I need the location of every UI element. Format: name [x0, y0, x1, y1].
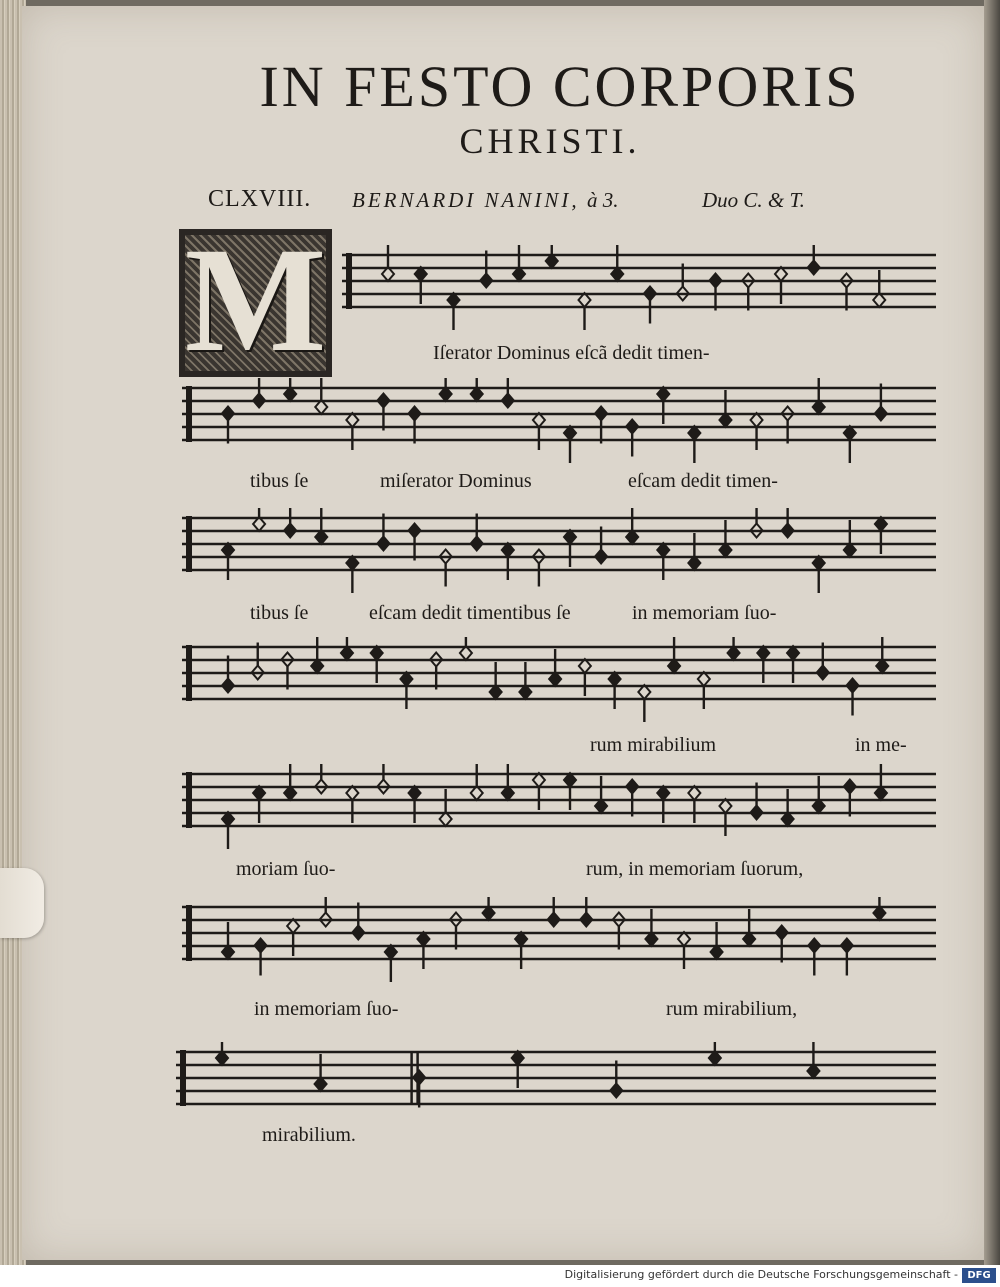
note-icon [515, 932, 527, 969]
note-icon [580, 897, 592, 927]
initial-letter: M [184, 217, 327, 383]
note-icon [346, 413, 358, 450]
note-icon [216, 1042, 228, 1065]
note-icon [548, 897, 560, 927]
note-icon [311, 637, 323, 673]
note-icon [409, 407, 421, 444]
note-icon [657, 786, 669, 823]
note-icon [222, 543, 234, 580]
note-icon [875, 764, 887, 800]
note-icon [657, 543, 669, 580]
note-icon [564, 530, 576, 567]
note-icon [315, 1054, 327, 1091]
note-icon [281, 653, 293, 690]
note-icon [430, 653, 442, 690]
note-icon [719, 390, 731, 427]
note-icon [549, 649, 561, 686]
lyric-line: miſerator Dominus [380, 470, 532, 492]
note-icon [808, 245, 820, 275]
note-icon [742, 274, 754, 311]
note-icon [813, 556, 825, 593]
note-icon [512, 1051, 524, 1088]
note-icon [776, 926, 788, 963]
clef-icon [186, 645, 192, 701]
note-icon [807, 1042, 819, 1078]
lyric-line: mirabilium. [262, 1124, 356, 1146]
note-icon [222, 922, 234, 959]
note-icon [502, 543, 514, 580]
note-icon [385, 945, 397, 982]
lyric-line: eſcam dedit timen- [628, 470, 778, 492]
note-icon [533, 773, 545, 810]
note-icon [417, 932, 429, 969]
music-staff [182, 897, 936, 987]
lyric-line: in me- [855, 734, 907, 756]
lyric-line: tibus ſe [250, 602, 309, 624]
note-icon [644, 287, 656, 324]
note-icon [564, 426, 576, 463]
note-icon [519, 662, 531, 699]
note-icon [440, 789, 452, 826]
note-icon [711, 922, 723, 959]
note-icon [253, 508, 265, 531]
note-icon [875, 517, 887, 554]
note-icon [460, 637, 472, 660]
page-subtitle: CHRISTI. [459, 121, 641, 161]
note-icon [320, 897, 332, 927]
lyric-line: moriam ſuo- [236, 858, 336, 880]
note-icon [873, 270, 885, 307]
note-icon [287, 919, 299, 956]
note-icon [728, 637, 740, 660]
note-icon [409, 524, 421, 561]
lyric-line: in memoriam ſuo- [254, 998, 399, 1020]
note-icon [782, 508, 794, 538]
note-icon [844, 780, 856, 817]
clef-icon [186, 905, 192, 961]
note-icon [709, 1042, 721, 1065]
thumb-tab [0, 868, 44, 938]
note-icon [564, 773, 576, 810]
note-icon [787, 646, 799, 683]
lyric-line: rum mirabilium, [666, 998, 798, 1020]
note-icon [688, 533, 700, 570]
lyric-line: eſcam dedit timentibus ſe [369, 602, 571, 624]
note-icon [844, 520, 856, 557]
note-icon [471, 764, 483, 800]
voice-count: à 3. [587, 188, 619, 212]
note-icon [533, 550, 545, 587]
note-icon [546, 245, 558, 268]
lyric-line: Iſerator Dominus eſcã dedit timen- [433, 342, 710, 364]
clef-icon [186, 772, 192, 828]
note-icon [284, 508, 296, 538]
note-icon [253, 786, 265, 823]
lyric-line: tibus ſe [250, 470, 309, 492]
footer-credit: Digitalisierung gefördert durch die Deutsche Forschungsgemeinschaft - [564, 1268, 958, 1281]
note-icon [813, 776, 825, 813]
music-staff [182, 637, 936, 727]
music-staff [182, 508, 936, 598]
note-icon [490, 662, 502, 699]
note-icon [595, 776, 607, 813]
note-icon [657, 387, 669, 424]
note-icon [844, 426, 856, 463]
note-icon [315, 378, 327, 414]
note-icon [841, 274, 853, 311]
music-staff [342, 245, 936, 335]
note-icon [688, 426, 700, 463]
note-icon [782, 407, 794, 444]
lyric-line: rum, in memoriam ſuorum, [586, 858, 804, 880]
note-icon [613, 913, 625, 950]
note-icon [751, 508, 763, 538]
note-icon [698, 672, 710, 709]
note-icon [450, 913, 462, 950]
note-icon [371, 646, 383, 683]
note-icon [668, 637, 680, 673]
composer-name: BERNARDI NANINI, [352, 188, 580, 212]
note-icon [808, 939, 820, 976]
note-icon [719, 520, 731, 557]
note-icon [471, 378, 483, 401]
clef-icon [180, 1050, 186, 1106]
lyric-line: in memoriam ſuo- [632, 602, 777, 624]
note-icon [346, 786, 358, 823]
piece-number: CLXVIII. [208, 186, 312, 212]
note-icon [377, 764, 389, 794]
note-icon [751, 413, 763, 450]
note-icon [315, 508, 327, 544]
note-icon [775, 267, 787, 304]
note-icon [382, 245, 394, 281]
note-icon [757, 646, 769, 683]
note-icon [222, 812, 234, 849]
note-icon [609, 672, 621, 709]
note-icon [409, 786, 421, 823]
lyric-line: rum mirabilium [590, 734, 717, 756]
note-icon [284, 378, 296, 401]
note-icon [743, 909, 755, 946]
note-icon [400, 672, 412, 709]
clef-icon [186, 386, 192, 442]
note-icon [315, 764, 327, 794]
note-icon [645, 909, 657, 946]
note-icon [710, 274, 722, 311]
note-icon [595, 407, 607, 444]
note-icon [873, 897, 885, 920]
music-staff [182, 378, 936, 468]
note-icon [638, 685, 650, 722]
note-icon [876, 637, 888, 673]
note-icon [611, 245, 623, 281]
note-icon [415, 267, 427, 304]
note-icon [626, 780, 638, 817]
note-icon [346, 556, 358, 593]
note-icon [377, 394, 389, 431]
note-icon [579, 293, 591, 330]
page-title: IN FESTO CORPORIS [259, 54, 861, 119]
note-icon [579, 659, 591, 696]
note-icon [847, 679, 859, 716]
voice-parts: Duo C. & T. [702, 188, 805, 212]
note-icon [483, 897, 495, 920]
note-icon [782, 789, 794, 826]
clef-icon [346, 253, 352, 309]
decorated-initial [179, 217, 332, 383]
note-icon [533, 413, 545, 450]
clef-icon [186, 516, 192, 572]
note-icon [253, 378, 265, 408]
note-icon [678, 932, 690, 969]
note-icon [626, 420, 638, 457]
note-icon [513, 245, 525, 281]
note-icon [502, 378, 514, 408]
note-icon [719, 799, 731, 836]
note-icon [502, 764, 514, 800]
note-icon [440, 550, 452, 587]
dfg-logo: DFG [962, 1268, 996, 1283]
note-icon [413, 1071, 425, 1108]
note-icon [448, 293, 460, 330]
note-icon [222, 407, 234, 444]
note-icon [813, 378, 825, 414]
music-staff [176, 1042, 936, 1132]
footer-bar [0, 1265, 1000, 1287]
note-icon [841, 939, 853, 976]
note-icon [341, 637, 353, 660]
note-icon [688, 786, 700, 823]
music-staff [182, 764, 936, 854]
note-icon [626, 508, 638, 544]
note-icon [255, 939, 267, 976]
gutter-shadow [984, 0, 1000, 1265]
note-icon [284, 764, 296, 800]
note-icon [440, 378, 452, 401]
